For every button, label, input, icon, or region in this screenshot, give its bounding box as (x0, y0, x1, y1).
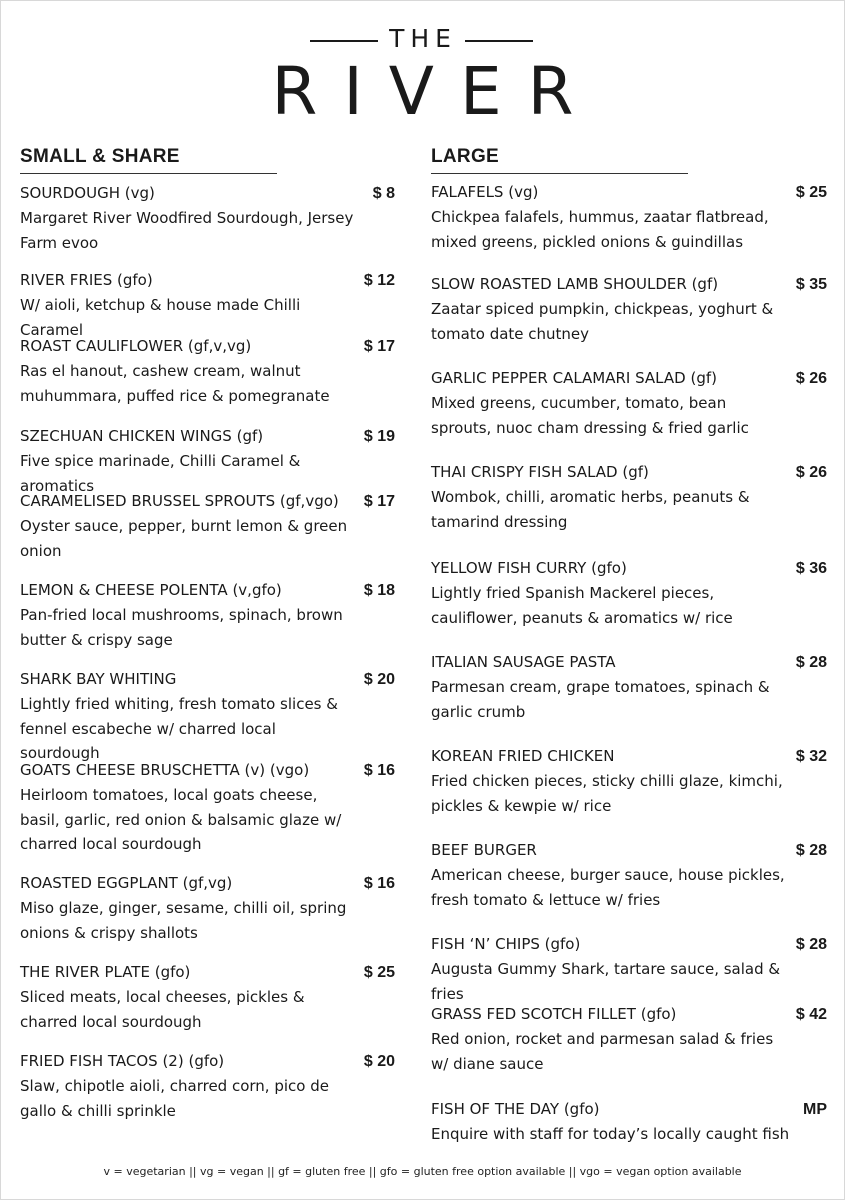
logo-rule-left (310, 40, 378, 42)
item-description: Margaret River Woodfired Sourdough, Jersey Farm evoo (20, 209, 354, 252)
section-rule (20, 173, 277, 174)
item-name: ROASTED EGGPLANT (gf,vg) (20, 874, 233, 892)
item-description: Sliced meats, local cheeses, pickles & charred local sourdough (20, 988, 305, 1031)
menu-item-goats-cheese-bruschetta-v-vgo (20, 758, 395, 857)
section-title-large: LARGE (431, 146, 499, 167)
menu-item-roasted-eggplant-gf-vg (20, 871, 395, 945)
item-price: $ 28 (795, 842, 827, 859)
item-description: Slaw, chipotle aioli, charred corn, pico de gallo & chilli sprinkle (20, 1077, 329, 1120)
menu-item-beef-burger (431, 838, 827, 912)
item-price: $ 17 (363, 338, 395, 355)
item-price: $ 25 (363, 964, 395, 981)
item-price: $ 19 (363, 428, 395, 445)
item-name: SZECHUAN CHICKEN WINGS (gf) (20, 427, 264, 445)
item-description: Lightly fried whiting, fresh tomato slices & fennel escabeche w/ charred local sourdough (20, 695, 338, 762)
item-description: Oyster sauce, pepper, burnt lemon & green onion (20, 517, 348, 560)
item-price: $ 36 (795, 560, 827, 577)
item-price: $ 42 (795, 1006, 827, 1023)
dietary-legend: v = vegetarian || vg = vegan || gf = gluten free || gfo = gluten free option available || vgo = vegan option available (103, 1165, 742, 1178)
item-name: BEEF BURGER (431, 841, 537, 859)
item-name: THE RIVER PLATE (gfo) (20, 963, 191, 981)
menu-item-sourdough-vg (20, 181, 395, 255)
menu-item-korean-fried-chicken (431, 744, 827, 818)
item-description: Augusta Gummy Shark, tartare sauce, salad & fries (431, 960, 781, 1003)
item-description: Wombok, chilli, aromatic herbs, peanuts & tamarind dressing (431, 488, 750, 531)
menu-item-roast-cauliflower-gf-v-vg (20, 334, 395, 408)
item-name: KOREAN FRIED CHICKEN (431, 747, 615, 765)
menu-item-grass-fed-scotch-fillet-gfo (431, 1002, 827, 1076)
menu-item-river-fries-gfo (20, 268, 395, 342)
menu-item-the-river-plate-gfo (20, 960, 395, 1034)
menu-item-szechuan-chicken-wings-gf (20, 424, 395, 498)
menu-item-italian-sausage-pasta (431, 650, 827, 724)
item-name: GOATS CHEESE BRUSCHETTA (v) (vgo) (20, 761, 310, 779)
menu-item-yellow-fish-curry-gfo (431, 556, 827, 630)
item-description: Chickpea falafels, hummus, zaatar flatbread, mixed greens, pickled onions & guindillas (431, 208, 769, 251)
item-name: ITALIAN SAUSAGE PASTA (431, 653, 616, 671)
menu-item-fish-of-the-day-gfo (431, 1097, 827, 1147)
item-description: Fried chicken pieces, sticky chilli glaze, kimchi, pickles & kewpie w/ rice (431, 772, 783, 815)
menu-item-thai-crispy-fish-salad-gf (431, 460, 827, 534)
item-price: $ 16 (363, 762, 395, 779)
item-description: Lightly fried Spanish Mackerel pieces, cauliflower, peanuts & aromatics w/ rice (431, 584, 733, 627)
item-name: SLOW ROASTED LAMB SHOULDER (gf) (431, 275, 719, 293)
section-title-small-share: SMALL & SHARE (20, 146, 180, 167)
item-name: ROAST CAULIFLOWER (gf,v,vg) (20, 337, 252, 355)
menu-item-fish-n-chips-gfo (431, 932, 827, 1006)
item-description: Five spice marinade, Chilli Caramel & aromatics (20, 452, 301, 495)
item-description: Pan-fried local mushrooms, spinach, brown butter & crispy sage (20, 606, 343, 649)
menu-item-garlic-pepper-calamari-salad-gf (431, 366, 827, 440)
item-name: CARAMELISED BRUSSEL SPROUTS (gf,vgo) (20, 492, 339, 510)
item-description: W/ aioli, ketchup & house made Chilli Caramel (20, 296, 301, 339)
item-description: American cheese, burger sauce, house pickles, fresh tomato & lettuce w/ fries (431, 866, 785, 909)
item-price: $ 28 (795, 936, 827, 953)
logo-rule-right (465, 40, 533, 42)
item-name: YELLOW FISH CURRY (gfo) (431, 559, 627, 577)
large-column (431, 146, 827, 174)
item-name: GRASS FED SCOTCH FILLET (gfo) (431, 1005, 677, 1023)
item-price: $ 26 (795, 370, 827, 387)
item-description: Miso glaze, ginger, sesame, chilli oil, spring onions & crispy shallots (20, 899, 347, 942)
item-name: FISH ‘N’ CHIPS (gfo) (431, 935, 581, 953)
item-price: MP (803, 1101, 827, 1118)
menu-item-fried-fish-tacos-2-gfo (20, 1049, 395, 1123)
item-price: $ 17 (363, 493, 395, 510)
logo-the-text: THE (389, 24, 457, 53)
item-price: $ 35 (795, 276, 827, 293)
item-name: THAI CRISPY FISH SALAD (gf) (431, 463, 649, 481)
item-price: $ 8 (372, 185, 395, 202)
item-description: Ras el hanout, cashew cream, walnut muhummara, puffed rice & pomegranate (20, 362, 330, 405)
item-description: Zaatar spiced pumpkin, chickpeas, yoghurt & tomato date chutney (431, 300, 774, 343)
item-description: Mixed greens, cucumber, tomato, bean sprouts, nuoc cham dressing & fried garlic (431, 394, 749, 437)
item-description: Red onion, rocket and parmesan salad & fries w/ diane sauce (431, 1030, 774, 1073)
item-price: $ 12 (363, 272, 395, 289)
item-price: $ 32 (795, 748, 827, 765)
item-price: $ 26 (795, 464, 827, 481)
item-name: SHARK BAY WHITING (20, 670, 177, 688)
item-description: Heirloom tomatoes, local goats cheese, basil, garlic, red onion & balsamic glaze w/ charred local sourdough (20, 786, 342, 853)
logo-the (0, 24, 845, 56)
section-rule (431, 173, 688, 174)
item-name: FALAFELS (vg) (431, 183, 539, 201)
menu-item-slow-roasted-lamb-shoulder-gf (431, 272, 827, 346)
item-name: FRIED FISH TACOS (2) (gfo) (20, 1052, 225, 1070)
small-share-column (20, 146, 400, 174)
logo-river: RIVER (271, 53, 600, 130)
menu-item-shark-bay-whiting (20, 667, 395, 766)
item-name: GARLIC PEPPER CALAMARI SALAD (gf) (431, 369, 717, 387)
item-price: $ 28 (795, 654, 827, 671)
item-price: $ 20 (363, 1053, 395, 1070)
menu-item-caramelised-brussel-sprouts-gf-vgo (20, 489, 395, 563)
menu-item-lemon-cheese-polenta-v-gfo (20, 578, 395, 652)
item-price: $ 16 (363, 875, 395, 892)
item-name: LEMON & CHEESE POLENTA (v,gfo) (20, 581, 282, 599)
item-name: RIVER FRIES (gfo) (20, 271, 153, 289)
item-price: $ 18 (363, 582, 395, 599)
item-name: SOURDOUGH (vg) (20, 184, 155, 202)
item-name: FISH OF THE DAY (gfo) (431, 1100, 600, 1118)
item-description: Parmesan cream, grape tomatoes, spinach & garlic crumb (431, 678, 770, 721)
menu-item-falafels-vg (431, 180, 827, 254)
item-price: $ 25 (795, 184, 827, 201)
item-price: $ 20 (363, 671, 395, 688)
item-description: Enquire with staff for today’s locally caught fish (431, 1125, 790, 1143)
